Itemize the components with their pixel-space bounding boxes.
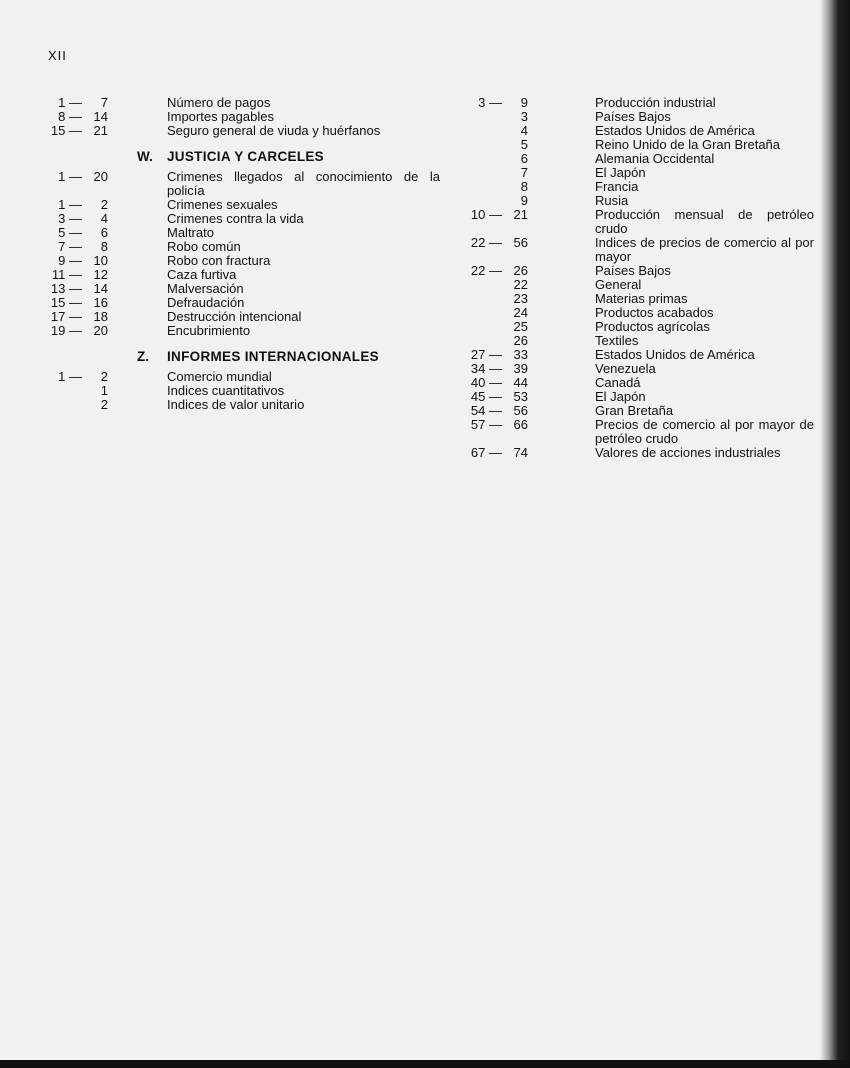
entry-label: Indices cuantitativos (167, 383, 285, 398)
index-entry (40, 384, 440, 398)
range-end: 22 (513, 277, 528, 292)
range-start (460, 334, 502, 348)
range-start: 54 — (470, 403, 502, 418)
range-end: 5 (520, 137, 528, 152)
range-start (460, 152, 502, 166)
left-column (40, 96, 440, 412)
entry-label: Productos agrícolas (595, 319, 710, 334)
range-end: 24 (513, 305, 528, 320)
range-end: 14 (93, 109, 108, 124)
entry-label: Número de pagos (167, 95, 271, 110)
range-start: 67 — (470, 445, 502, 460)
entry-label: Venezuela (595, 361, 656, 376)
range-end: 18 (93, 309, 108, 324)
entry-label: Crimenes sexuales (167, 197, 278, 212)
index-entry (40, 268, 440, 282)
range-start: 19 — (50, 323, 82, 338)
entry-label: Indices de valor unitario (167, 397, 305, 412)
range-start (460, 138, 502, 152)
index-entry (40, 254, 440, 268)
range-start: 13 — (50, 281, 82, 296)
index-entry (460, 124, 814, 138)
index-entry (460, 208, 814, 236)
range-end: 9 (520, 193, 528, 208)
index-entry (40, 96, 440, 110)
entry-label: Malversación (167, 281, 244, 296)
entry-label: Destrucción intencional (167, 309, 302, 324)
range-end: 74 (513, 445, 528, 460)
index-entry (40, 124, 440, 138)
range-end: 2 (100, 397, 108, 412)
range-end: 25 (513, 319, 528, 334)
range-end: 53 (513, 389, 528, 404)
index-entry (460, 96, 814, 110)
range-start: 1 — (58, 197, 82, 212)
page-number: XII (48, 48, 67, 63)
range-start: 57 — (470, 417, 502, 432)
range-end: 7 (520, 165, 528, 180)
entry-label: Precios de comercio al por mayor de petróleo crudo (595, 417, 814, 446)
range-end: 2 (100, 369, 108, 384)
index-entry (460, 278, 814, 292)
range-start: 40 — (470, 375, 502, 390)
entry-label: Producción industrial (595, 95, 716, 110)
range-start (460, 166, 502, 180)
index-entry (460, 236, 814, 264)
range-end: 10 (93, 253, 108, 268)
range-start (460, 306, 502, 320)
range-end: 8 (100, 239, 108, 254)
entry-label: Reino Unido de la Gran Bretaña (595, 137, 781, 152)
range-start: 9 — (58, 253, 82, 268)
range-start: 8 — (58, 109, 82, 124)
range-start: 45 — (470, 389, 502, 404)
index-entry (40, 110, 440, 124)
index-entry (460, 110, 814, 124)
range-start: 22 — (470, 235, 502, 250)
entry-label: Robo con fractura (167, 253, 271, 268)
entry-label: Estados Unidos de América (595, 347, 755, 362)
index-entry (460, 292, 814, 306)
range-end: 20 (93, 169, 108, 184)
index-entry (460, 390, 814, 404)
entry-label: Productos acabados (595, 305, 714, 320)
entry-label: Comercio mundial (167, 369, 272, 384)
index-entry (40, 398, 440, 412)
range-start: 15 — (50, 123, 82, 138)
range-start: 3 — (478, 95, 502, 110)
range-start (460, 278, 502, 292)
range-end: 8 (520, 179, 528, 194)
index-entry (460, 404, 814, 418)
range-end: 7 (100, 95, 108, 110)
index-entry (460, 306, 814, 320)
section-letter: Z. (137, 349, 149, 364)
range-end: 14 (93, 281, 108, 296)
range-start: 22 — (470, 263, 502, 278)
index-entry (460, 348, 814, 362)
index-entry (40, 310, 440, 324)
range-start: 10 — (470, 207, 502, 222)
book-gutter-shadow (820, 0, 850, 1060)
index-entry (460, 418, 814, 446)
range-end: 23 (513, 291, 528, 306)
index-entry (40, 324, 440, 338)
entry-label: Estados Unidos de América (595, 123, 755, 138)
entry-label: Indices de precios de comercio al por mayor (595, 235, 814, 264)
range-end: 33 (513, 347, 528, 362)
index-entry (40, 170, 440, 198)
index-entry (460, 376, 814, 390)
range-end: 9 (520, 95, 528, 110)
range-end: 21 (93, 123, 108, 138)
section-title: JUSTICIA Y CARCELES (167, 149, 324, 164)
range-end: 4 (100, 211, 108, 226)
range-end: 44 (513, 375, 528, 390)
index-entry (460, 194, 814, 208)
entry-label: Maltrato (167, 225, 214, 240)
entry-label: Crimenes llegados al conocimiento de la policía (167, 169, 440, 198)
range-start: 34 — (470, 361, 502, 376)
range-start: 7 — (58, 239, 82, 254)
entry-label: Canadá (595, 375, 641, 390)
range-end: 16 (93, 295, 108, 310)
range-start (460, 124, 502, 138)
range-start: 1 — (58, 95, 82, 110)
range-end: 4 (520, 123, 528, 138)
entry-label: Países Bajos (595, 263, 671, 278)
right-column (460, 96, 814, 460)
range-start: 5 — (58, 225, 82, 240)
range-start (460, 180, 502, 194)
section-heading (40, 150, 440, 164)
index-entry (40, 296, 440, 310)
index-entry (460, 362, 814, 376)
index-entry (460, 264, 814, 278)
entry-label: Gran Bretaña (595, 403, 674, 418)
range-end: 26 (513, 333, 528, 348)
range-start: 3 — (58, 211, 82, 226)
entry-label: Países Bajos (595, 109, 671, 124)
entry-label: Importes pagables (167, 109, 274, 124)
range-end: 26 (513, 263, 528, 278)
range-end: 2 (100, 197, 108, 212)
entry-label: Crimenes contra la vida (167, 211, 304, 226)
range-end: 39 (513, 361, 528, 376)
range-start: 15 — (50, 295, 82, 310)
entry-label: General (595, 277, 642, 292)
range-end: 56 (513, 235, 528, 250)
range-start (460, 320, 502, 334)
range-start: 11 — (51, 267, 82, 282)
range-end: 1 (100, 383, 108, 398)
index-entry (40, 282, 440, 296)
range-end: 21 (513, 207, 528, 222)
entry-label: Alemania Occidental (595, 151, 715, 166)
section-title: INFORMES INTERNACIONALES (167, 349, 379, 364)
index-entry (460, 152, 814, 166)
entry-label: El Japón (595, 389, 646, 404)
entry-label: El Japón (595, 165, 646, 180)
entry-label: Defraudación (167, 295, 245, 310)
index-entry (460, 320, 814, 334)
range-start: 27 — (470, 347, 502, 362)
range-end: 6 (520, 151, 528, 166)
index-entry (40, 198, 440, 212)
range-end: 6 (100, 225, 108, 240)
entry-label: Producción mensual de petróleo crudo (595, 207, 814, 236)
range-end: 56 (513, 403, 528, 418)
range-end: 66 (513, 417, 528, 432)
entry-label: Caza furtiva (167, 267, 237, 282)
entry-label: Francia (595, 179, 639, 194)
entry-label: Rusia (595, 193, 629, 208)
range-start (460, 194, 502, 208)
index-entry (460, 166, 814, 180)
index-entry (460, 138, 814, 152)
entry-label: Textiles (595, 333, 639, 348)
entry-label: Materias primas (595, 291, 688, 306)
range-start: 1 — (58, 369, 82, 384)
entry-label: Encubrimiento (167, 323, 251, 338)
entry-label: Valores de acciones industriales (595, 445, 781, 460)
index-entry (40, 226, 440, 240)
range-end: 3 (520, 109, 528, 124)
index-entry (460, 446, 814, 460)
index-entry (460, 180, 814, 194)
range-end: 12 (93, 267, 108, 282)
range-start: 17 — (50, 309, 82, 324)
range-start (40, 384, 82, 398)
index-entry (40, 240, 440, 254)
range-start (40, 398, 82, 412)
entry-label: Robo común (167, 239, 241, 254)
index-entry (40, 212, 440, 226)
range-start (460, 292, 502, 306)
section-heading (40, 350, 440, 364)
range-end: 20 (93, 323, 108, 338)
entry-label: Seguro general de viuda y huérfanos (167, 123, 381, 138)
index-entry (40, 370, 440, 384)
index-entry (460, 334, 814, 348)
section-letter: W. (137, 149, 153, 164)
range-start (460, 110, 502, 124)
range-start: 1 — (58, 169, 82, 184)
